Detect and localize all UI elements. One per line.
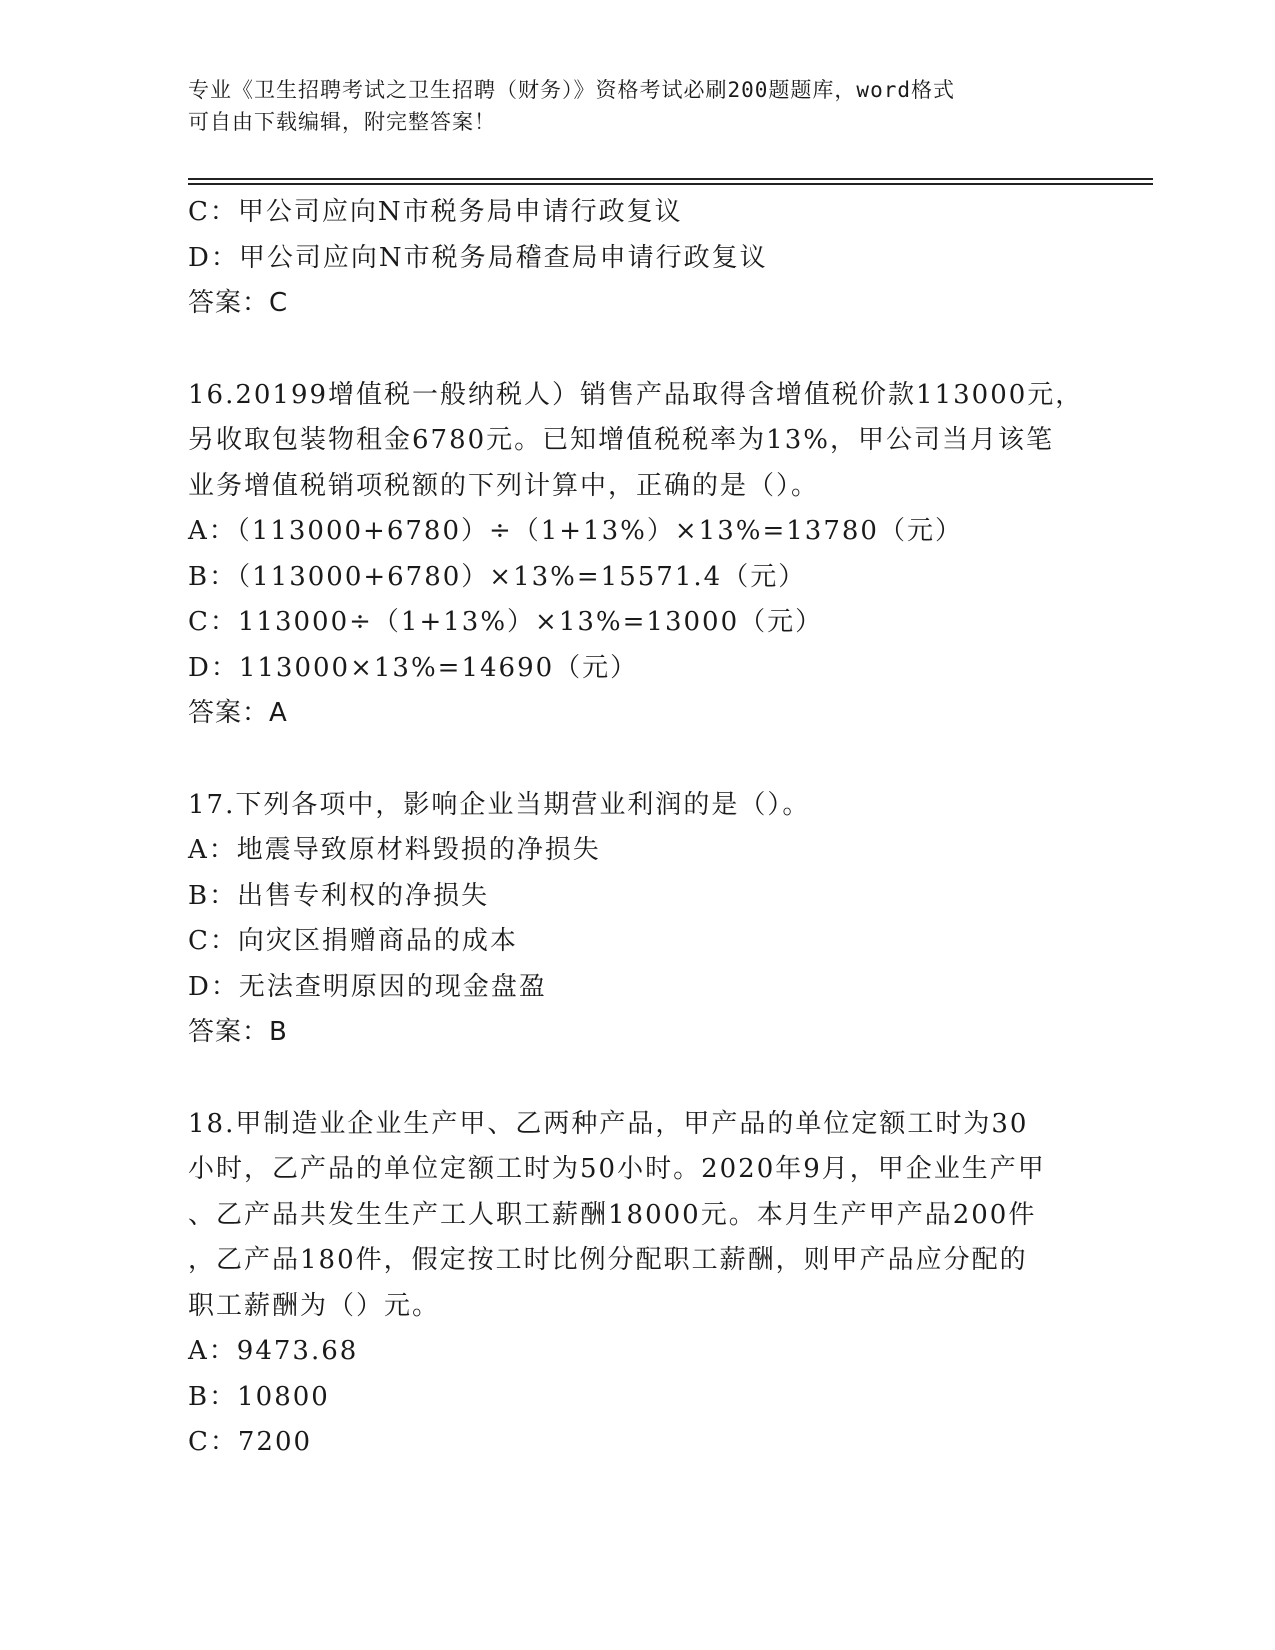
question-17 [188, 783, 1088, 1056]
header-divider-bottom [188, 183, 1153, 185]
spacer [188, 737, 1088, 783]
option-b: B：（113000+6780）×13%=15571.4（元） [188, 561, 807, 592]
spacer [188, 1056, 1088, 1102]
option-c: C：113000÷（1+13%）×13%=13000（元） [188, 607, 824, 637]
question-16 [188, 373, 1088, 737]
answer-line: 答案：A [188, 698, 288, 728]
option-a: A：（113000+6780）÷（1+13%）×13%=13780（元） [188, 516, 963, 546]
option-c: C：7200 [188, 1427, 313, 1457]
question-stem [188, 373, 1088, 510]
option-b: B：10800 [188, 1381, 330, 1412]
header-line-1: 专业《卫生招聘考试之卫生招聘（财务）》资格考试必刷200题题库，word格式 [188, 78, 955, 102]
option-d: D：甲公司应向N市税务局稽查局申请行政复议 [188, 242, 768, 273]
stem-line: 职工薪酬为（）元。 [188, 1290, 441, 1321]
stem-line: 业务增值税销项税额的下列计算中，正确的是（）。 [188, 470, 820, 501]
option-a: A：9473.68 [188, 1336, 359, 1366]
question-18 [188, 1102, 1088, 1466]
option-d: D：113000×13%=14690（元） [188, 652, 639, 683]
stem-line: 小时，乙产品的单位定额工时为50小时。2020年9月，甲企业生产甲 [188, 1154, 1046, 1184]
question-15-tail [188, 190, 1088, 327]
answer-line: 答案：B [188, 1017, 288, 1047]
document-header [188, 74, 1068, 138]
header-divider-top [188, 178, 1153, 180]
option-b: B：出售专利权的净损失 [188, 880, 490, 911]
stem-line: 另收取包装物租金6780元。已知增值税税率为13%，甲公司当月该笔 [188, 425, 1054, 455]
option-c: C：向灾区捐赠商品的成本 [188, 926, 518, 956]
option-a: A：地震导致原材料毁损的净损失 [188, 835, 601, 865]
header-line-2: 可自由下载编辑，附完整答案！ [188, 110, 496, 134]
stem-line: ，乙产品180件，假定按工时比例分配职工薪酬，则甲产品应分配的 [188, 1245, 1028, 1275]
stem-line: 、乙产品共发生生产工人职工薪酬18000元。本月生产甲产品200件 [188, 1199, 1037, 1230]
stem-line: 18.甲制造业企业生产甲、乙两种产品，甲产品的单位定额工时为30 [188, 1108, 1029, 1139]
question-stem: 17.下列各项中，影响企业当期营业利润的是（）。 [188, 789, 811, 820]
question-content [188, 190, 1088, 1466]
spacer [188, 327, 1088, 373]
answer-line: 答案：C [188, 288, 289, 318]
option-d: D：无法查明原因的现金盘盈 [188, 971, 547, 1002]
stem-line: 16.20199增值税一般纳税人）销售产品取得含增值税价款113000元， [188, 379, 1084, 410]
question-stem [188, 1102, 1088, 1330]
option-c: C：甲公司应向N市税务局申请行政复议 [188, 197, 683, 227]
